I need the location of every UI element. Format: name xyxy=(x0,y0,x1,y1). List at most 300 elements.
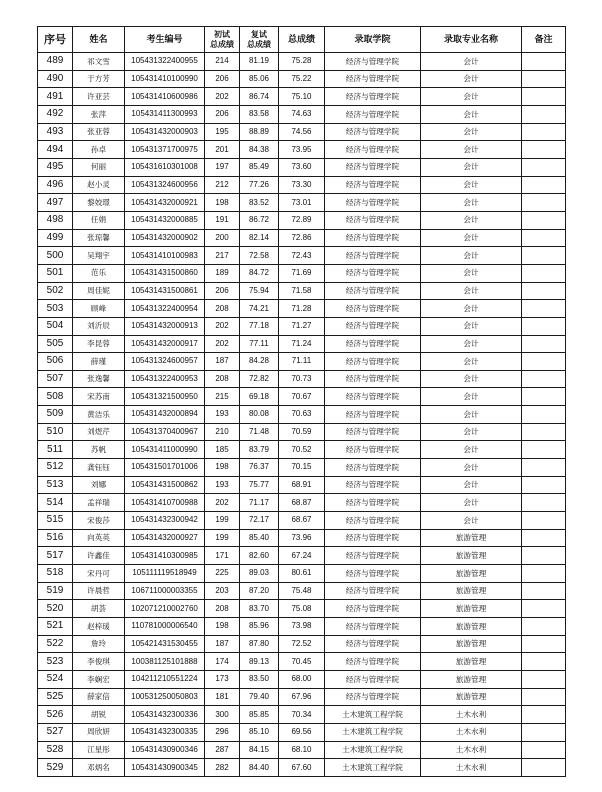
total-score: 75.48 xyxy=(279,582,325,600)
prelim-score: 206 xyxy=(205,70,240,88)
total-score: 70.73 xyxy=(279,370,325,388)
admit-major: 会计 xyxy=(421,53,522,71)
admit-college: 经济与管理学院 xyxy=(325,70,421,88)
admit-college: 经济与管理学院 xyxy=(325,653,421,671)
table-row xyxy=(38,441,566,459)
total-score: 73.96 xyxy=(279,529,325,547)
exam-id: 105431322400954 xyxy=(125,300,205,318)
admit-college: 经济与管理学院 xyxy=(325,317,421,335)
retest-score: 77.11 xyxy=(240,335,279,353)
table-row xyxy=(38,264,566,282)
table-row xyxy=(38,105,566,123)
retest-score: 89.13 xyxy=(240,653,279,671)
row-seq: 492 xyxy=(38,105,73,123)
table-row xyxy=(38,706,566,724)
exam-id: 104211210551224 xyxy=(125,670,205,688)
admit-major: 会计 xyxy=(421,176,522,194)
retest-score: 71.48 xyxy=(240,423,279,441)
admit-major: 会计 xyxy=(421,158,522,176)
row-seq: 489 xyxy=(38,53,73,71)
retest-score: 84.40 xyxy=(240,759,279,777)
retest-score: 83.70 xyxy=(240,600,279,618)
total-score: 67.60 xyxy=(279,759,325,777)
student-name: 邓炳名 xyxy=(73,759,125,777)
exam-id: 105431430900345 xyxy=(125,759,205,777)
retest-score: 83.58 xyxy=(240,105,279,123)
retest-score: 83.50 xyxy=(240,670,279,688)
prelim-score: 187 xyxy=(205,353,240,371)
admit-major: 会计 xyxy=(421,476,522,494)
row-seq: 495 xyxy=(38,158,73,176)
total-score: 73.95 xyxy=(279,141,325,159)
table-row xyxy=(38,741,566,759)
prelim-score: 202 xyxy=(205,88,240,106)
student-name: 李娴宏 xyxy=(73,670,125,688)
total-score: 68.00 xyxy=(279,670,325,688)
table-row xyxy=(38,759,566,777)
row-seq: 491 xyxy=(38,88,73,106)
total-score: 72.43 xyxy=(279,247,325,265)
row-seq: 496 xyxy=(38,176,73,194)
exam-id: 105431322400953 xyxy=(125,370,205,388)
note-cell xyxy=(522,141,566,159)
prelim-score: 300 xyxy=(205,706,240,724)
table-row xyxy=(38,123,566,141)
admit-major: 会计 xyxy=(421,211,522,229)
header-major: 录取专业名称 xyxy=(421,27,522,53)
student-name: 李昆蓉 xyxy=(73,335,125,353)
note-cell xyxy=(522,582,566,600)
note-cell xyxy=(522,211,566,229)
note-cell xyxy=(522,194,566,212)
retest-score: 77.26 xyxy=(240,176,279,194)
student-name: 张逸馨 xyxy=(73,370,125,388)
retest-score: 81.19 xyxy=(240,53,279,71)
table-row xyxy=(38,353,566,371)
note-cell xyxy=(522,406,566,424)
table-row xyxy=(38,229,566,247)
prelim-score: 282 xyxy=(205,759,240,777)
admit-major: 土木水利 xyxy=(421,723,522,741)
table-row xyxy=(38,158,566,176)
note-cell xyxy=(522,688,566,706)
student-name: 胡荟 xyxy=(73,600,125,618)
exam-id: 105431324600956 xyxy=(125,176,205,194)
header-name: 姓名 xyxy=(73,27,125,53)
note-cell xyxy=(522,565,566,583)
table-row xyxy=(38,53,566,71)
prelim-score: 181 xyxy=(205,688,240,706)
table-row xyxy=(38,300,566,318)
row-seq: 513 xyxy=(38,476,73,494)
prelim-score: 296 xyxy=(205,723,240,741)
header-retest-score: 复试 总成绩 xyxy=(240,27,279,53)
total-score: 74.63 xyxy=(279,105,325,123)
total-score: 72.52 xyxy=(279,635,325,653)
admit-major: 会计 xyxy=(421,406,522,424)
retest-score: 76.37 xyxy=(240,459,279,477)
total-score: 71.24 xyxy=(279,335,325,353)
student-name: 龚钰钰 xyxy=(73,459,125,477)
exam-id: 100531250050803 xyxy=(125,688,205,706)
student-name: 宋苏南 xyxy=(73,388,125,406)
header-college: 录取学院 xyxy=(325,27,421,53)
note-cell xyxy=(522,653,566,671)
row-seq: 517 xyxy=(38,547,73,565)
table-row xyxy=(38,476,566,494)
total-score: 70.52 xyxy=(279,441,325,459)
prelim-score: 287 xyxy=(205,741,240,759)
admit-major: 土木水利 xyxy=(421,741,522,759)
student-name: 苏帆 xyxy=(73,441,125,459)
prelim-score: 215 xyxy=(205,388,240,406)
retest-score: 85.10 xyxy=(240,723,279,741)
table-row xyxy=(38,618,566,636)
row-seq: 501 xyxy=(38,264,73,282)
admit-college: 经济与管理学院 xyxy=(325,529,421,547)
retest-score: 69.18 xyxy=(240,388,279,406)
retest-score: 83.52 xyxy=(240,194,279,212)
admit-college: 经济与管理学院 xyxy=(325,123,421,141)
admit-college: 经济与管理学院 xyxy=(325,441,421,459)
prelim-score: 206 xyxy=(205,282,240,300)
student-name: 祁文雪 xyxy=(73,53,125,71)
admit-college: 经济与管理学院 xyxy=(325,300,421,318)
prelim-score: 193 xyxy=(205,406,240,424)
exam-id: 105431411300993 xyxy=(125,105,205,123)
exam-id: 110781000006540 xyxy=(125,618,205,636)
exam-id: 105431324600957 xyxy=(125,353,205,371)
student-name: 黎姣璟 xyxy=(73,194,125,212)
note-cell xyxy=(522,618,566,636)
row-seq: 509 xyxy=(38,406,73,424)
total-score: 80.61 xyxy=(279,565,325,583)
retest-score: 82.14 xyxy=(240,229,279,247)
note-cell xyxy=(522,670,566,688)
exam-id: 105431432000913 xyxy=(125,317,205,335)
header-seq: 序号 xyxy=(38,27,73,53)
exam-id: 105431432300336 xyxy=(125,706,205,724)
row-seq: 527 xyxy=(38,723,73,741)
admit-college: 经济与管理学院 xyxy=(325,600,421,618)
admit-college: 经济与管理学院 xyxy=(325,194,421,212)
admit-college: 经济与管理学院 xyxy=(325,335,421,353)
admit-major: 会计 xyxy=(421,512,522,530)
row-seq: 498 xyxy=(38,211,73,229)
note-cell xyxy=(522,600,566,618)
note-cell xyxy=(522,300,566,318)
row-seq: 511 xyxy=(38,441,73,459)
admit-major: 会计 xyxy=(421,353,522,371)
admit-major: 会计 xyxy=(421,441,522,459)
exam-id: 105431410100983 xyxy=(125,247,205,265)
retest-score: 84.28 xyxy=(240,353,279,371)
table-row xyxy=(38,635,566,653)
exam-id: 100381125101888 xyxy=(125,653,205,671)
student-name: 江星彤 xyxy=(73,741,125,759)
prelim-score: 212 xyxy=(205,176,240,194)
exam-id: 105431432000885 xyxy=(125,211,205,229)
total-score: 73.01 xyxy=(279,194,325,212)
header-total-score: 总成绩 xyxy=(279,27,325,53)
table-row xyxy=(38,247,566,265)
row-seq: 494 xyxy=(38,141,73,159)
total-score: 70.34 xyxy=(279,706,325,724)
student-name: 于方芳 xyxy=(73,70,125,88)
note-cell xyxy=(522,282,566,300)
total-score: 71.58 xyxy=(279,282,325,300)
student-name: 张萍 xyxy=(73,105,125,123)
row-seq: 506 xyxy=(38,353,73,371)
admit-major: 土木水利 xyxy=(421,706,522,724)
table-row xyxy=(38,370,566,388)
admit-major: 会计 xyxy=(421,105,522,123)
admit-college: 经济与管理学院 xyxy=(325,282,421,300)
total-score: 68.87 xyxy=(279,494,325,512)
prelim-score: 198 xyxy=(205,194,240,212)
prelim-score: 189 xyxy=(205,264,240,282)
prelim-score: 199 xyxy=(205,529,240,547)
exam-id: 105431370400967 xyxy=(125,423,205,441)
total-score: 73.60 xyxy=(279,158,325,176)
admit-college: 经济与管理学院 xyxy=(325,670,421,688)
table-row xyxy=(38,600,566,618)
prelim-score: 195 xyxy=(205,123,240,141)
table-row xyxy=(38,335,566,353)
note-cell xyxy=(522,105,566,123)
prelim-score: 202 xyxy=(205,494,240,512)
prelim-score: 208 xyxy=(205,600,240,618)
row-seq: 523 xyxy=(38,653,73,671)
student-name: 宋丹可 xyxy=(73,565,125,583)
row-seq: 516 xyxy=(38,529,73,547)
admit-major: 会计 xyxy=(421,370,522,388)
prelim-score: 201 xyxy=(205,141,240,159)
student-name: 许晨哲 xyxy=(73,582,125,600)
student-name: 周佳妮 xyxy=(73,282,125,300)
admit-major: 旅游管理 xyxy=(421,688,522,706)
header-exam-id: 考生编号 xyxy=(125,27,205,53)
retest-score: 77.18 xyxy=(240,317,279,335)
note-cell xyxy=(522,759,566,777)
prelim-score: 217 xyxy=(205,247,240,265)
row-seq: 528 xyxy=(38,741,73,759)
header-note: 备注 xyxy=(522,27,566,53)
note-cell xyxy=(522,512,566,530)
student-name: 许亚芸 xyxy=(73,88,125,106)
student-name: 张琼馨 xyxy=(73,229,125,247)
note-cell xyxy=(522,176,566,194)
total-score: 67.24 xyxy=(279,547,325,565)
table-row xyxy=(38,494,566,512)
admit-college: 经济与管理学院 xyxy=(325,353,421,371)
total-score: 71.11 xyxy=(279,353,325,371)
exam-id: 105431431500861 xyxy=(125,282,205,300)
row-seq: 510 xyxy=(38,423,73,441)
note-cell xyxy=(522,547,566,565)
note-cell xyxy=(522,494,566,512)
admit-major: 会计 xyxy=(421,141,522,159)
student-name: 孟祥瑞 xyxy=(73,494,125,512)
row-seq: 507 xyxy=(38,370,73,388)
table-row xyxy=(38,459,566,477)
prelim-score: 199 xyxy=(205,512,240,530)
prelim-score: 171 xyxy=(205,547,240,565)
retest-score: 71.17 xyxy=(240,494,279,512)
total-score: 75.08 xyxy=(279,600,325,618)
retest-score: 85.40 xyxy=(240,529,279,547)
admit-college: 土木建筑工程学院 xyxy=(325,706,421,724)
note-cell xyxy=(522,247,566,265)
retest-score: 85.96 xyxy=(240,618,279,636)
row-seq: 500 xyxy=(38,247,73,265)
prelim-score: 214 xyxy=(205,53,240,71)
row-seq: 529 xyxy=(38,759,73,777)
admit-major: 会计 xyxy=(421,423,522,441)
row-seq: 515 xyxy=(38,512,73,530)
exam-id: 105431610301008 xyxy=(125,158,205,176)
note-cell xyxy=(522,353,566,371)
note-cell xyxy=(522,388,566,406)
retest-score: 85.85 xyxy=(240,706,279,724)
admit-major: 旅游管理 xyxy=(421,618,522,636)
retest-score: 85.06 xyxy=(240,70,279,88)
row-seq: 505 xyxy=(38,335,73,353)
retest-score: 84.72 xyxy=(240,264,279,282)
retest-score: 89.03 xyxy=(240,565,279,583)
note-cell xyxy=(522,123,566,141)
row-seq: 508 xyxy=(38,388,73,406)
exam-id: 105431322400955 xyxy=(125,53,205,71)
admit-major: 旅游管理 xyxy=(421,547,522,565)
retest-score: 75.77 xyxy=(240,476,279,494)
retest-score: 84.38 xyxy=(240,141,279,159)
admit-college: 经济与管理学院 xyxy=(325,370,421,388)
total-score: 67.96 xyxy=(279,688,325,706)
admit-major: 会计 xyxy=(421,282,522,300)
note-cell xyxy=(522,459,566,477)
retest-score: 79.40 xyxy=(240,688,279,706)
row-seq: 502 xyxy=(38,282,73,300)
exam-id: 105431411000990 xyxy=(125,441,205,459)
retest-score: 80.08 xyxy=(240,406,279,424)
row-seq: 503 xyxy=(38,300,73,318)
student-name: 黄洁乐 xyxy=(73,406,125,424)
prelim-score: 208 xyxy=(205,370,240,388)
admit-college: 经济与管理学院 xyxy=(325,406,421,424)
admit-major: 会计 xyxy=(421,229,522,247)
prelim-score: 197 xyxy=(205,158,240,176)
total-score: 73.98 xyxy=(279,618,325,636)
table-row xyxy=(38,670,566,688)
admit-college: 经济与管理学院 xyxy=(325,476,421,494)
student-name: 薛瑾 xyxy=(73,353,125,371)
student-name: 胡锐 xyxy=(73,706,125,724)
admit-major: 会计 xyxy=(421,300,522,318)
student-name: 张亚蓉 xyxy=(73,123,125,141)
retest-score: 74.21 xyxy=(240,300,279,318)
table-row xyxy=(38,176,566,194)
student-name: 吴翔宇 xyxy=(73,247,125,265)
note-cell xyxy=(522,229,566,247)
table-row xyxy=(38,406,566,424)
exam-id: 105111119518949 xyxy=(125,565,205,583)
note-cell xyxy=(522,441,566,459)
admit-major: 会计 xyxy=(421,247,522,265)
total-score: 68.10 xyxy=(279,741,325,759)
exam-id: 105431432300335 xyxy=(125,723,205,741)
prelim-score: 174 xyxy=(205,653,240,671)
table-row xyxy=(38,70,566,88)
note-cell xyxy=(522,158,566,176)
prelim-score: 210 xyxy=(205,423,240,441)
admit-major: 会计 xyxy=(421,123,522,141)
prelim-score: 203 xyxy=(205,582,240,600)
row-seq: 524 xyxy=(38,670,73,688)
admit-major: 会计 xyxy=(421,317,522,335)
admit-college: 经济与管理学院 xyxy=(325,688,421,706)
total-score: 72.86 xyxy=(279,229,325,247)
prelim-score: 198 xyxy=(205,459,240,477)
retest-score: 85.49 xyxy=(240,158,279,176)
admit-major: 会计 xyxy=(421,335,522,353)
row-seq: 493 xyxy=(38,123,73,141)
table-row xyxy=(38,547,566,565)
row-seq: 504 xyxy=(38,317,73,335)
exam-id: 105431410100990 xyxy=(125,70,205,88)
student-name: 詹玲 xyxy=(73,635,125,653)
table-row xyxy=(38,582,566,600)
table-row xyxy=(38,723,566,741)
retest-score: 72.17 xyxy=(240,512,279,530)
student-name: 周欣妍 xyxy=(73,723,125,741)
exam-id: 105431432000902 xyxy=(125,229,205,247)
retest-score: 72.82 xyxy=(240,370,279,388)
admit-major: 旅游管理 xyxy=(421,670,522,688)
admit-college: 经济与管理学院 xyxy=(325,635,421,653)
row-seq: 490 xyxy=(38,70,73,88)
table-row xyxy=(38,423,566,441)
total-score: 70.45 xyxy=(279,653,325,671)
retest-score: 86.74 xyxy=(240,88,279,106)
student-name: 孙卓 xyxy=(73,141,125,159)
total-score: 75.10 xyxy=(279,88,325,106)
student-name: 任娟 xyxy=(73,211,125,229)
table-row xyxy=(38,653,566,671)
admit-college: 经济与管理学院 xyxy=(325,423,421,441)
table-row xyxy=(38,512,566,530)
total-score: 70.59 xyxy=(279,423,325,441)
total-score: 75.28 xyxy=(279,53,325,71)
student-name: 刘沂辰 xyxy=(73,317,125,335)
row-seq: 514 xyxy=(38,494,73,512)
prelim-score: 202 xyxy=(205,335,240,353)
note-cell xyxy=(522,53,566,71)
retest-score: 88.89 xyxy=(240,123,279,141)
note-cell xyxy=(522,476,566,494)
note-cell xyxy=(522,264,566,282)
table-header xyxy=(38,27,566,53)
admit-major: 旅游管理 xyxy=(421,600,522,618)
admit-college: 经济与管理学院 xyxy=(325,264,421,282)
total-score: 70.63 xyxy=(279,406,325,424)
exam-id: 105431371700975 xyxy=(125,141,205,159)
total-score: 70.15 xyxy=(279,459,325,477)
total-score: 68.67 xyxy=(279,512,325,530)
retest-score: 84.15 xyxy=(240,741,279,759)
admit-college: 经济与管理学院 xyxy=(325,105,421,123)
exam-id: 105431410700988 xyxy=(125,494,205,512)
